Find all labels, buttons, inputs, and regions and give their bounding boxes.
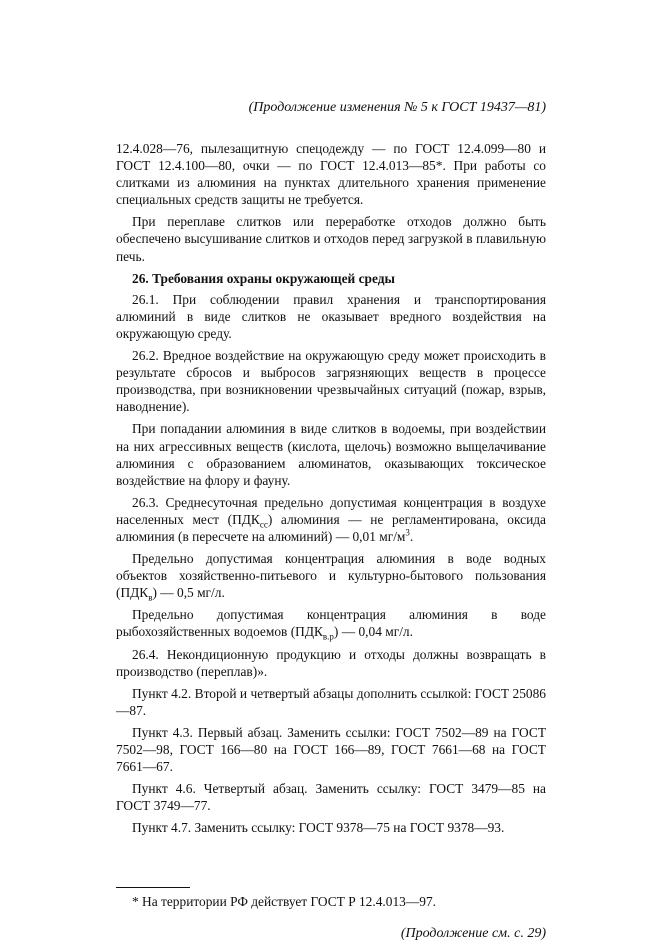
- footnote: * На территории РФ действует ГОСТ Р 12.4.013—97.: [132, 894, 436, 910]
- document-body: [116, 140, 546, 836]
- paragraph-item-4-3: Пункт 4.3. Первый абзац. Заменить ссылки: ГОСТ 7502—89 на ГОСТ 7502—98, ГОСТ 166—80 на ГОСТ 166—89, ГОСТ 7661—68 на ГОСТ 7661—67.: [116, 724, 546, 775]
- page-footer: (Продолжение см. с. 29): [400, 926, 546, 942]
- page-header: (Продолжение изменения № 5 к ГОСТ 19437—81): [248, 100, 546, 115]
- paragraph-26-4: 26.4. Некондиционную продукцию и отходы должны возвращать в производство (переплав)».: [116, 646, 546, 679]
- paragraph-26-1: 26.1. При соблюдении правил хранения и транспортирования алюминий в виде слитков не оказывает вредного воздействия на окружающую среду.: [116, 291, 546, 341]
- paragraph-fishery-water: Предельно допустимая концентрация алюминия в воде рыбохозяйственных водоемов $(ПДК_{в.р})$ — 0,04 мг/л.: [116, 607, 546, 643]
- paragraph-item-4-6: Пункт 4.6. Четвертый абзац. Заменить ссылку: ГОСТ 3479—85 на ГОСТ 3749—77.: [116, 781, 546, 814]
- paragraph-26-2: 26.2. Вредное воздействие на окружающую среду может происходить в результате сбросов и выбросов загрязняющих веществ в процессе производства, при возникновении чрезвычайных ситуаций (пожар, взрыв, наводнение).: [116, 348, 546, 415]
- document-page: [116, 100, 546, 942]
- paragraph-water-bodies: При попадании алюминия в виде слитков в водоемы, при воздействии на них агрессивных веществ (кислота, щелочь) возможно выщелачивание алюминия с образованием алюминатов, оказывающих токсическое воздействие на флору и фауну.: [116, 421, 546, 488]
- paragraph-continuation: 12.4.028—76, пылезащитную спецодежду — по ГОСТ 12.4.099—80 и ГОСТ 12.4.100—80, очки — по ГОСТ 12.4.013—85*. При работы со слитками из алюминия на пунктах длительного хранения применение специальных средств защиты не требуется.: [116, 141, 546, 208]
- paragraph-26-3: 26.3. Среднесуточная предельно допустимая концентрация в воздухе населенных мест $(ПДК_{сс})$ алюминия — не регламентирована, оксида алюминия (в пересчете на алюминий) — 0,01 $мг/м^3$.: [116, 494, 547, 544]
- section-heading-environment: 26. Требования охраны окружающей среды: [132, 270, 395, 286]
- paragraph-remelting: При переплаве слитков или переработке отходов должно быть обеспечено высушивание слитков и отходов перед загрузкой в плавильную печь.: [116, 214, 546, 264]
- paragraph-item-4-2: Пункт 4.2. Второй и четвертый абзацы дополнить ссылкой: ГОСТ 25086—87.: [116, 685, 546, 718]
- footnote-divider: [116, 887, 190, 888]
- paragraph-drinking-water: Предельно допустимая концентрация алюминия в воде водных объектов хозяйственно-питьевого и культурно-бытового пользования $(ПДК_в)$ — 0,5 мг/л.: [116, 551, 546, 603]
- paragraph-item-4-7: Пункт 4.7. Заменить ссылку: ГОСТ 9378—75 на ГОСТ 9378—93.: [132, 820, 505, 836]
